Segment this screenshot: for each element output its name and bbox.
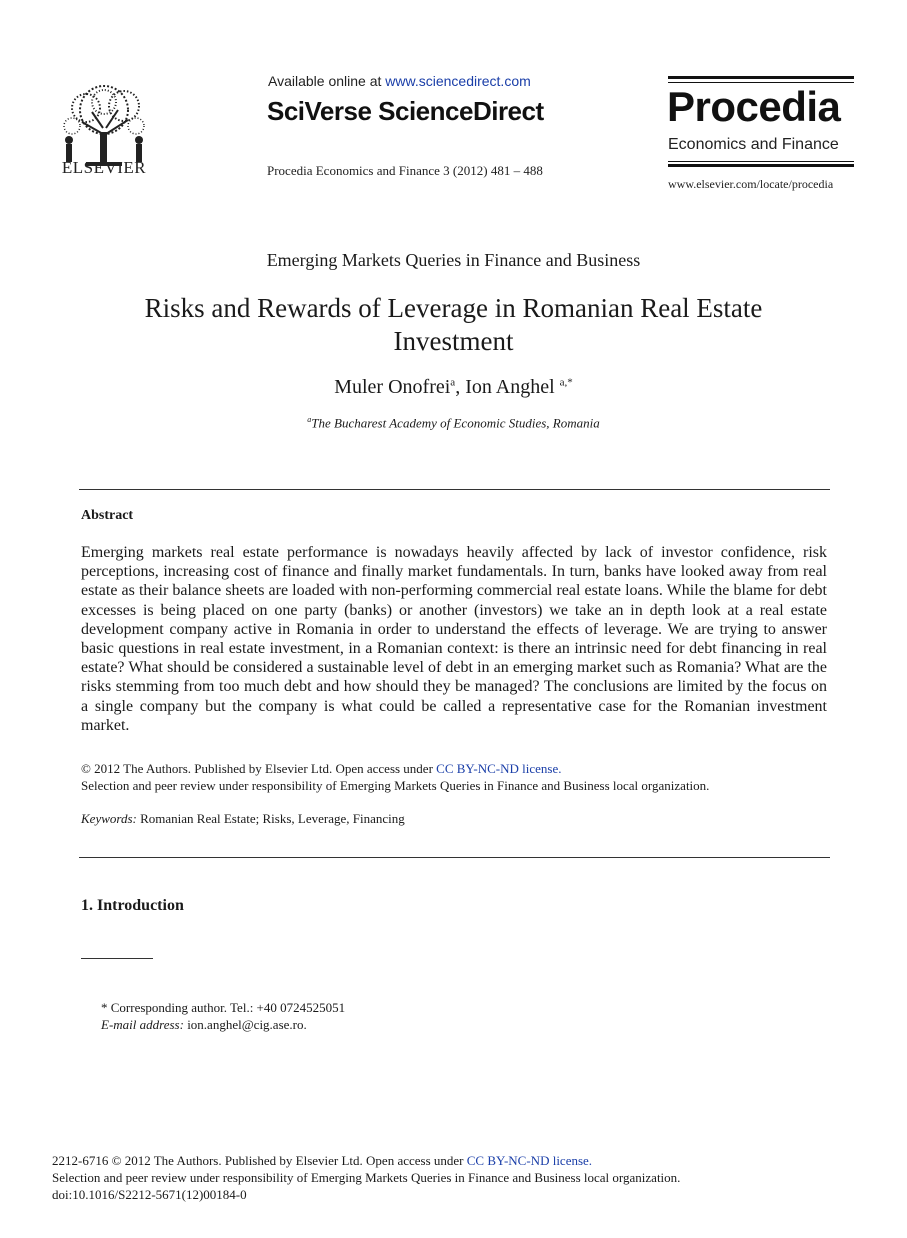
author-separator: ,: [455, 376, 466, 398]
divider: [79, 857, 830, 858]
elsevier-wordmark: ELSEVIER: [61, 158, 147, 177]
journal-url-link[interactable]: www.elsevier.com/locate/procedia: [668, 177, 834, 191]
footer-peer-review: Selection and peer review under responsibility of Emerging Markets Queries in Finance and Business local organization.: [52, 1170, 681, 1185]
affiliation-text: The Bucharest Academy of Economic Studies, Romania: [311, 415, 600, 431]
copyright-text: © 2012 The Authors. Published by Elsevier Ltd. Open access under: [81, 761, 437, 776]
license-link[interactable]: CC BY-NC-ND license.: [436, 761, 562, 776]
corresponding-author-note: * Corresponding author. Tel.: +40 0724525051: [101, 1000, 346, 1015]
author-list: [0, 376, 907, 399]
doi: doi:10.1016/S2212-5671(12)00184-0: [52, 1187, 247, 1202]
abstract-text: Emerging markets real estate performance is nowadays heavily affected by lack of investor confidence, risk perceptions, increasing cost of finance and finally market fundamentals. In turn, banks have looked away from real estate as their balance sheets are loaded with non-performing commercial real estate loans. While the blame for debt excesses is being placed on one party (banks) or another (investors) we take an in depth look at a real estate development company active in Romania in order to understand the effects of leverage. We are trying to answer basic questions in real estate investment, in a Romanian context: is there an intrinsic need for debt financing in real estate? What should be considered a sustainable level of debt in an emerging market such as Romania? What are the risks stemming from too much debt and how should they be managed? The conclusions are limited by the focus on a single company but the company is what could be called a representative case for the Romanian investment market.: [81, 544, 827, 734]
email-address[interactable]: ion.anghel@cig.ase.ro.: [183, 1017, 307, 1032]
keywords-list: Romanian Real Estate; Risks, Leverage, Financing: [136, 811, 405, 826]
procedia-subtitle: Economics and Finance: [668, 136, 839, 153]
procedia-rule: [668, 164, 854, 167]
keywords-label: Keywords:: [81, 811, 137, 826]
affiliation-marker: a,*: [559, 376, 573, 389]
procedia-rule: [668, 76, 854, 79]
author-name: Ion Anghel: [465, 376, 560, 398]
conference-name: Emerging Markets Queries in Finance and Business: [266, 250, 641, 270]
issn-copyright-text: 2212-6716 © 2012 The Authors. Published by Elsevier Ltd. Open access under: [52, 1153, 467, 1168]
affiliation-marker: a: [450, 376, 456, 389]
procedia-logo: Procedia: [667, 83, 841, 130]
sciverse-sciencedirect-logo: SciVerse ScienceDirect: [267, 96, 544, 126]
available-online-line: [268, 73, 531, 89]
procedia-rule: [668, 161, 854, 162]
copyright-notice: [81, 760, 709, 794]
journal-reference: Procedia Economics and Finance 3 (2012) 481 – 488: [267, 163, 543, 178]
affiliation-marker: a: [307, 415, 312, 424]
email-note: [101, 1017, 307, 1033]
sciencedirect-link[interactable]: www.sciencedirect.com: [385, 73, 531, 89]
abstract-heading: Abstract: [81, 508, 134, 523]
paper-title: Risks and Rewards of Leverage in Romanian Real Estate Investment: [144, 293, 763, 356]
footnote-divider: [81, 958, 153, 959]
affiliation: [0, 415, 907, 431]
section-heading-introduction: 1. Introduction: [81, 897, 184, 914]
copyright-line: [81, 760, 709, 777]
peer-review-note: Selection and peer review under responsibility of Emerging Markets Queries in Finance and Business local organization.: [81, 778, 710, 793]
issn-copyright-line: [52, 1153, 592, 1169]
divider: [79, 489, 830, 490]
email-label: E-mail address:: [101, 1017, 184, 1032]
author-name: Muler Onofrei: [334, 376, 451, 398]
keywords: [81, 811, 405, 827]
available-online-label: Available online at: [268, 73, 386, 89]
footer-license-link[interactable]: CC BY-NC-ND license.: [466, 1153, 593, 1168]
